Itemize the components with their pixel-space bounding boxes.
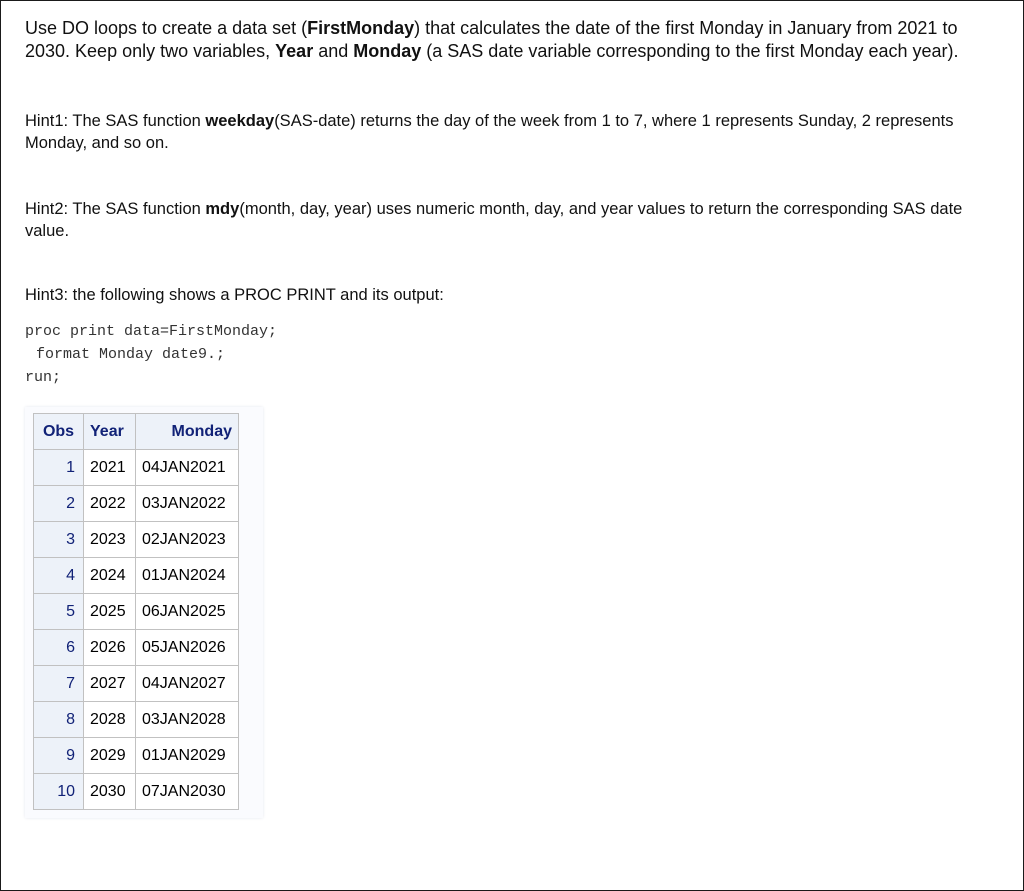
- hint3-paragraph: Hint3: the following shows a PROC PRINT and its output:: [25, 286, 444, 304]
- intro-monday-variable: Monday: [353, 40, 422, 61]
- table-row: [34, 774, 239, 810]
- cell-obs: 3: [34, 522, 84, 558]
- cell-monday: 01JAN2029: [136, 738, 239, 774]
- intro-paragraph: [25, 17, 1005, 62]
- cell-year: 2023: [84, 522, 136, 558]
- cell-year: 2022: [84, 486, 136, 522]
- cell-year: 2029: [84, 738, 136, 774]
- cell-monday: 04JAN2027: [136, 666, 239, 702]
- cell-obs: 5: [34, 594, 84, 630]
- document-content: [25, 17, 1005, 818]
- cell-obs: 10: [34, 774, 84, 810]
- cell-obs: 4: [34, 558, 84, 594]
- cell-obs: 8: [34, 702, 84, 738]
- header-monday: Monday: [136, 414, 239, 450]
- cell-monday: 02JAN2023: [136, 522, 239, 558]
- intro-text-4: (a SAS date variable corresponding to the first Monday each year).: [421, 40, 959, 61]
- header-year: Year: [84, 414, 136, 450]
- table-row: [34, 594, 239, 630]
- table-row: [34, 738, 239, 774]
- cell-monday: 06JAN2025: [136, 594, 239, 630]
- code-block: [25, 320, 1005, 389]
- intro-text-3: and: [313, 40, 354, 61]
- table-header-row: [34, 414, 239, 450]
- intro-year-variable: Year: [275, 40, 314, 61]
- intro-text-2: ) that calculates the date of the first Monday in January from 2021 to 2030. Keep only two variables,: [25, 18, 958, 61]
- cell-monday: 04JAN2021: [136, 450, 239, 486]
- cell-year: 2024: [84, 558, 136, 594]
- table-row: [34, 486, 239, 522]
- hint1-text-2: (SAS-date) returns the day of the week from 1 to 7, where 1 represents Sunday, 2 represents Monday, and so on.: [25, 112, 954, 152]
- cell-year: 2021: [84, 450, 136, 486]
- code-line-2: format Monday date9.;: [36, 346, 226, 363]
- table-row: [34, 702, 239, 738]
- cell-obs: 7: [34, 666, 84, 702]
- cell-year: 2027: [84, 666, 136, 702]
- cell-monday: 07JAN2030: [136, 774, 239, 810]
- cell-obs: 6: [34, 630, 84, 666]
- cell-year: 2025: [84, 594, 136, 630]
- hint2-function-name: mdy: [205, 200, 240, 218]
- output-table: [33, 413, 239, 810]
- table-row: [34, 630, 239, 666]
- cell-monday: 03JAN2022: [136, 486, 239, 522]
- hint2-text-1: Hint2: The SAS function: [25, 200, 206, 218]
- cell-monday: 05JAN2026: [136, 630, 239, 666]
- hint1-paragraph: [25, 110, 1005, 154]
- output-table-container: [25, 407, 263, 818]
- cell-obs: 9: [34, 738, 84, 774]
- cell-year: 2026: [84, 630, 136, 666]
- cell-monday: 03JAN2028: [136, 702, 239, 738]
- cell-year: 2030: [84, 774, 136, 810]
- code-line-3: run;: [25, 369, 62, 386]
- cell-obs: 2: [34, 486, 84, 522]
- table-row: [34, 450, 239, 486]
- header-obs: Obs: [34, 414, 84, 450]
- cell-obs: 1: [34, 450, 84, 486]
- code-line-1: proc print data=FirstMonday;: [25, 323, 278, 340]
- intro-dataset-name: FirstMonday: [307, 18, 415, 38]
- cell-year: 2028: [84, 702, 136, 738]
- hint1-text-1: Hint1: The SAS function: [25, 112, 206, 130]
- intro-text-1: Use DO loops to create a data set (: [25, 18, 308, 38]
- table-row: [34, 666, 239, 702]
- hint1-function-name: weekday: [205, 112, 275, 130]
- hint2-text-2: (month, day, year) uses numeric month, day, and year values to return the corresponding SAS date value.: [25, 200, 963, 240]
- table-row: [34, 522, 239, 558]
- table-row: [34, 558, 239, 594]
- hint2-paragraph: [25, 198, 1005, 242]
- cell-monday: 01JAN2024: [136, 558, 239, 594]
